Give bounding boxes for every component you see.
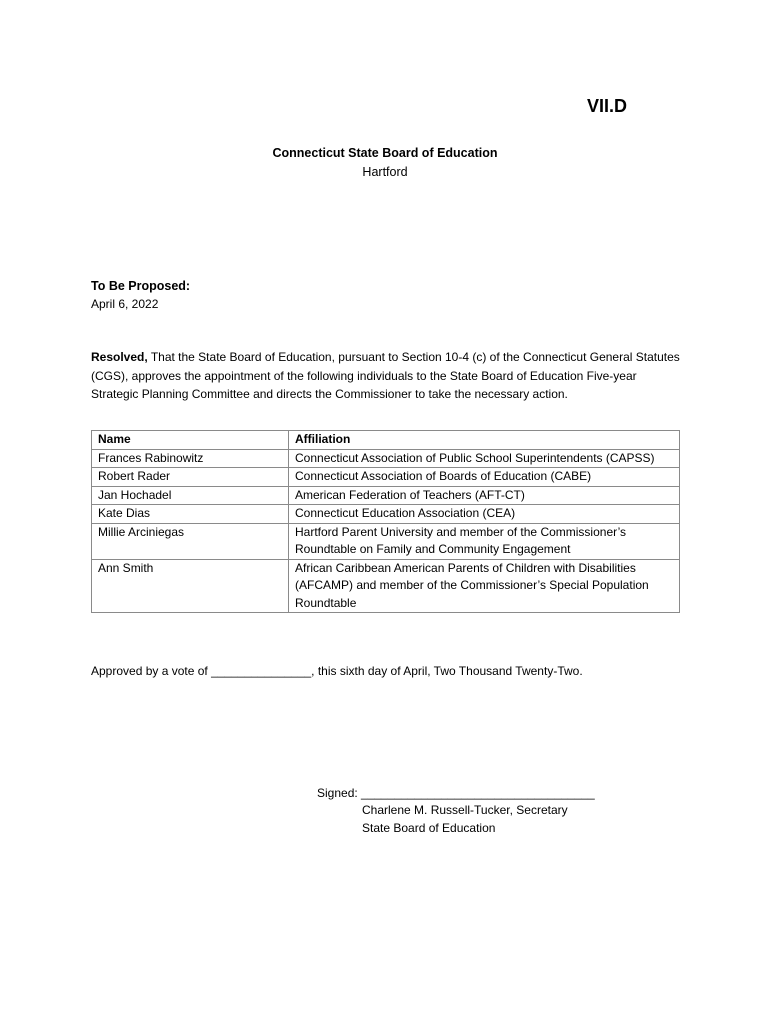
member-name: Ann Smith xyxy=(92,559,289,613)
member-affiliation: Connecticut Association of Boards of Education (CABE) xyxy=(289,468,680,487)
table-row xyxy=(92,486,680,505)
committee-table xyxy=(91,430,680,613)
proposal-date: April 6, 2022 xyxy=(91,297,159,311)
member-affiliation: African Caribbean American Parents of Children with Disabilities (AFCAMP) and member of the Commissioner’s Special Population Roundtable xyxy=(289,559,680,613)
proposal-heading: To Be Proposed: xyxy=(91,279,191,293)
member-affiliation: Connecticut Education Association (CEA) xyxy=(289,505,680,524)
resolution-text: That the State Board of Education, pursuant to Section 10-4 (c) of the Connecticut General Statutes (CGS), approves the appointment of the following individuals to the State Board of Education Five-year Strategic Planning Committee and directs the Commissioner to take the necessary action. xyxy=(91,350,680,401)
table-header-row xyxy=(92,431,680,450)
column-header-name: Name xyxy=(92,431,289,450)
signatory-name: Charlene M. Russell-Tucker, Secretary xyxy=(362,803,568,817)
signatory-organization: State Board of Education xyxy=(362,821,496,835)
resolution-paragraph xyxy=(91,348,681,404)
column-header-affiliation: Affiliation xyxy=(289,431,680,450)
resolution-lead: Resolved, xyxy=(91,350,148,364)
member-name: Kate Dias xyxy=(92,505,289,524)
organization-name: Connecticut State Board of Education xyxy=(272,146,498,160)
member-affiliation: Hartford Parent University and member of the Commissioner’s Roundtable on Family and Community Engagement xyxy=(289,523,680,559)
signature-line: Signed: ___________________________________ xyxy=(317,786,595,800)
member-affiliation: Connecticut Association of Public School Superintendents (CAPSS) xyxy=(289,449,680,468)
member-name: Millie Arciniegas xyxy=(92,523,289,559)
organization-city: Hartford xyxy=(362,165,408,179)
member-name: Jan Hochadel xyxy=(92,486,289,505)
table-row xyxy=(92,505,680,524)
member-name: Frances Rabinowitz xyxy=(92,449,289,468)
approval-statement: Approved by a vote of _______________, this sixth day of April, Two Thousand Twenty-Two. xyxy=(91,664,583,678)
table-row xyxy=(92,449,680,468)
table-row xyxy=(92,523,680,559)
table-row xyxy=(92,468,680,487)
table-row xyxy=(92,559,680,613)
agenda-item-label: VII.D xyxy=(587,96,628,116)
member-name: Robert Rader xyxy=(92,468,289,487)
member-affiliation: American Federation of Teachers (AFT-CT) xyxy=(289,486,680,505)
